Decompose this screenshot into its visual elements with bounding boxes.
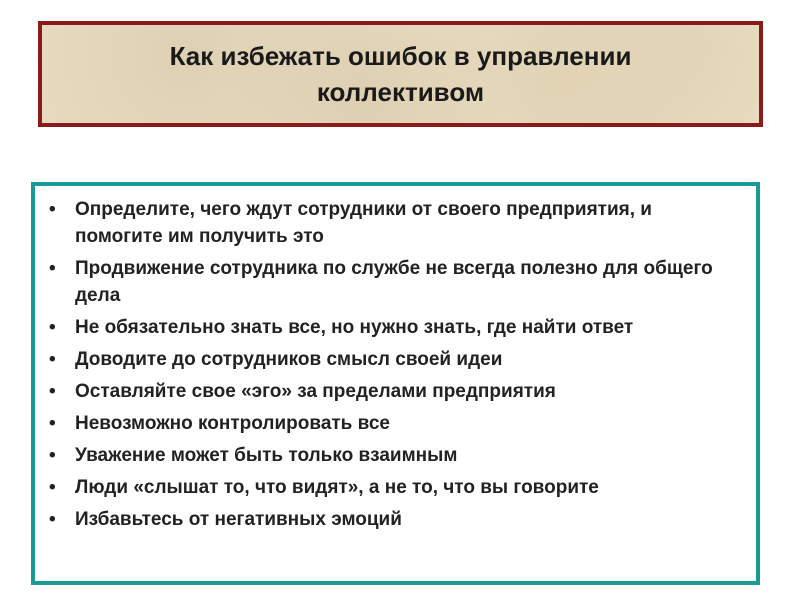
bullet-icon: • — [49, 199, 56, 220]
bullet-icon: • — [49, 317, 56, 338]
list-item-text: Определите, чего ждут сотрудники от своего предприятия, и помогите им получить это — [75, 199, 652, 247]
list-item-text: Невозможно контролировать все — [75, 413, 390, 434]
list-item — [43, 410, 742, 437]
list-item — [43, 255, 742, 309]
bullet-icon: • — [49, 349, 56, 370]
title-box — [38, 21, 763, 127]
slide-title: Как избежать ошибок в управлении коллективом — [169, 41, 632, 107]
content-box — [31, 182, 760, 585]
list-item-text: Избавьтесь от негативных эмоций — [75, 509, 402, 530]
bullet-icon: • — [49, 509, 56, 530]
list-item-text: Продвижение сотрудника по службе не всегда полезно для общего дела — [75, 258, 713, 306]
list-item-text: Люди «слышат то, что видят», а не то, что вы говорите — [75, 477, 599, 498]
list-item — [43, 506, 742, 533]
bullet-list — [35, 186, 756, 533]
bullet-icon: • — [49, 477, 56, 498]
bullet-icon: • — [49, 258, 56, 279]
list-item-text: Не обязательно знать все, но нужно знать, где найти ответ — [75, 317, 634, 338]
list-item — [43, 378, 742, 405]
list-item — [43, 442, 742, 469]
list-item — [43, 346, 742, 373]
list-item-text: Уважение может быть только взаимным — [75, 445, 458, 466]
list-item — [43, 314, 742, 341]
list-item-text: Оставляйте свое «эго» за пределами предприятия — [75, 381, 556, 402]
bullet-icon: • — [49, 381, 56, 402]
list-item-text: Доводите до сотрудников смысл своей идеи — [75, 349, 503, 370]
list-item — [43, 474, 742, 501]
bullet-icon: • — [49, 445, 56, 466]
list-item — [43, 196, 742, 250]
bullet-icon: • — [49, 413, 56, 434]
